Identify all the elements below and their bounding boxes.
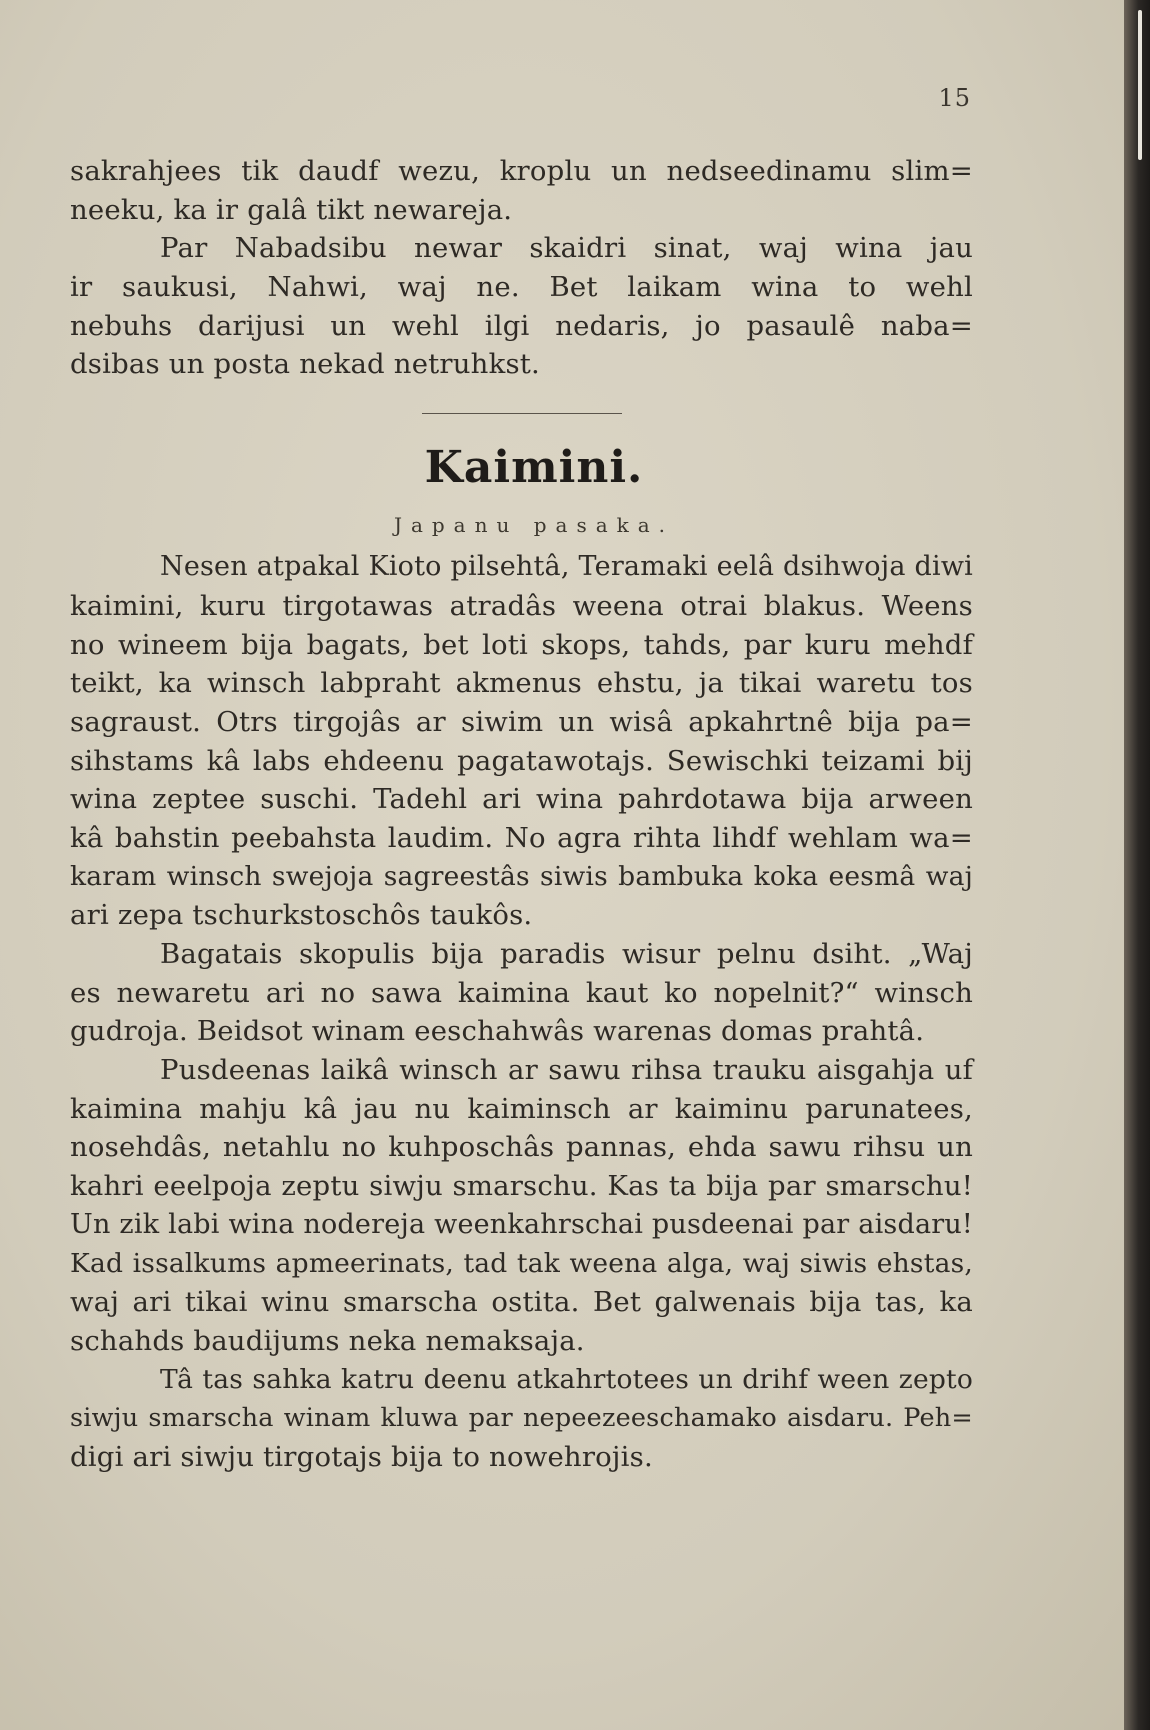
text-line: Kad issalkums apmeerinats, tad tak weena alga, waj siwis ehstas, (70, 1247, 973, 1279)
text-line: neeku, ka ir galâ tikt newareja. (70, 193, 513, 226)
text-line: teikt, ka winsch labpraht akmenus ehstu, ja tikai waretu tos (70, 667, 973, 700)
story-title: Kaimini. (424, 442, 644, 494)
paragraph (70, 1361, 973, 1477)
text-line: sagraust. Otrs tirgojâs ar siwim un wisâ apkahrtnê bija pa= (70, 705, 973, 738)
text-line: kahri eeelpoja zeptu siwju smarschu. Kas ta bija par smarschu! (70, 1170, 973, 1203)
text-line: dsibas un posta nekad netruhkst. (70, 348, 540, 381)
text-line: ir saukusi, Nahwi, waj ne. Bet laikam wina to wehl (70, 271, 973, 304)
text-line: digi ari siwju tirgotajs bija to nowehrojis. (70, 1440, 653, 1473)
text-line: nosehdâs, netahlu no kuhposchâs pannas, ehda sawu rihsu un (70, 1131, 973, 1164)
text-line: wina zeptee suschi. Tadehl ari wina pahrdotawa bija arween (70, 783, 973, 816)
paper-edge-highlight (1138, 10, 1142, 160)
text-line: kâ bahstin peebahsta laudim. No agra rihta lihdf wehlam wa= (70, 821, 973, 854)
paragraph (70, 1051, 973, 1361)
text-line: siwju smarscha winam kluwa par nepeezeeschamako aisdaru. Peh= (70, 1403, 973, 1434)
text-line: Un zik labi wina nodereja weenkahrschai pusdeenai par aisdaru! (70, 1208, 973, 1240)
text-line: Tâ tas sahka katru deenu atkahrtotees un drihf ween zepto (160, 1363, 973, 1395)
text-line: waj ari tikai winu smarscha ostita. Bet galwenais bija tas, ka (70, 1286, 973, 1319)
text-line: schahds baudijums neka nemaksaja. (70, 1324, 585, 1357)
text-line: es newaretu ari no sawa kaimina kaut ko nopelnit?“ winsch (70, 976, 973, 1009)
text-line: kaimina mahju kâ jau nu kaiminsch ar kaiminu parunatees, (70, 1092, 973, 1125)
text-line: sakrahjees tik daudf wezu, kroplu un nedseedinamu slim= (70, 155, 973, 187)
page-number: 15 (938, 84, 971, 112)
text-line: Bagatais skopulis bija paradis wisur pelnu dsiht. „Waj (160, 938, 973, 970)
text-line: gudroja. Beidsot winam eeschahwâs warenas domas prahtâ. (70, 1015, 925, 1048)
story-subtitle: Japanu pasaka. (393, 513, 675, 538)
text-line: kaimini, kuru tirgotawas atradâs weena otrai blakus. Weens (70, 589, 973, 622)
book-binding-edge (1124, 0, 1150, 1730)
paragraph (70, 935, 973, 1051)
text-line: karam winsch swejoja sagreestâs siwis bambuka koka eesmâ waj (70, 860, 973, 892)
text-line: Nesen atpakal Kioto pilsehtâ, Teramaki eelâ dsihwoja diwi (160, 551, 973, 583)
paragraph (70, 548, 973, 935)
text-line: ari zepa tschurkstoschôs taukôs. (70, 899, 533, 932)
text-line: Par Nabadsibu newar skaidri sinat, waj wina jau (160, 232, 973, 265)
page-text (70, 152, 973, 1477)
text-line: no wineem bija bagats, bet loti skops, tahds, par kuru mehdf (70, 628, 973, 661)
text-line: nebuhs darijusi un wehl ilgi nedaris, jo pasaulê naba= (70, 309, 973, 342)
text-line: Pusdeenas laikâ winsch ar sawu rihsa trauku aisgahja uf (160, 1054, 973, 1087)
section-divider (422, 413, 622, 414)
text-line: sihstams kâ labs ehdeenu pagatawotajs. Sewischki teizami bij (70, 744, 973, 777)
intro-section (70, 152, 973, 384)
